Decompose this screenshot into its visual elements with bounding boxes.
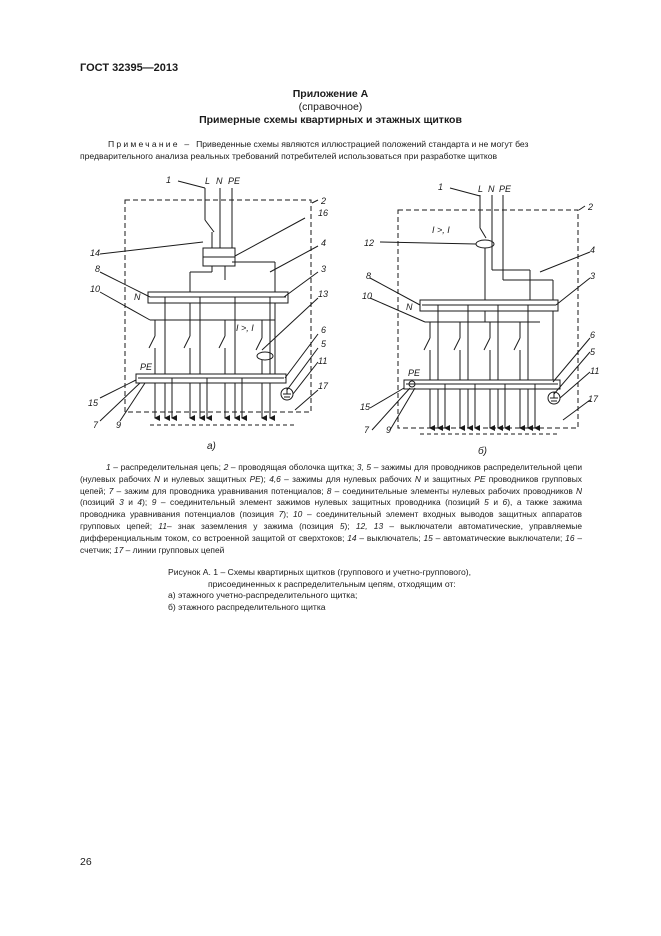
panel-a-callout: 13 bbox=[318, 289, 329, 299]
panel-b-callout: 17 bbox=[588, 394, 599, 404]
legend-body bbox=[80, 462, 582, 555]
legend-item-text: и bbox=[123, 497, 138, 508]
legend-item-ref: N bbox=[575, 485, 582, 496]
legend-item-ref: 9 bbox=[151, 497, 157, 508]
panel-b-supply-n: N bbox=[488, 184, 495, 194]
figure-legend bbox=[80, 462, 582, 556]
legend-item-ref: 17 bbox=[114, 544, 124, 555]
panel-a-label: а) bbox=[207, 441, 216, 452]
panel-b-callout: 11 bbox=[590, 366, 600, 376]
legend-item-text: и нулевых защитных bbox=[160, 473, 250, 484]
panel-b-label: б) bbox=[478, 446, 487, 457]
legend-item-ref: 3 bbox=[119, 497, 124, 508]
panel-a-callout: 7 bbox=[93, 420, 99, 430]
legend-item-ref: 6 bbox=[502, 497, 508, 508]
panel-a-text bbox=[88, 175, 329, 452]
appendix-heading: Примерные схемы квартирных и этажных щитков bbox=[199, 114, 462, 126]
legend-item-ref: 4,6 bbox=[269, 473, 281, 484]
panel-b-callout: 5 bbox=[590, 347, 596, 357]
legend-item-text: проводников групповых цепей; bbox=[80, 473, 582, 496]
legend-item-ref: 11 bbox=[158, 520, 167, 531]
panel-a-callout: 1 bbox=[166, 175, 172, 185]
legend-item-text: – счетчик; bbox=[80, 532, 582, 555]
panel-a-callout: 8 bbox=[95, 264, 101, 274]
legend-item-ref: 1 bbox=[106, 462, 111, 472]
panel-b-rcd-label: I >, I bbox=[432, 225, 450, 235]
panel-b-rcd bbox=[476, 240, 494, 248]
panel-b-callout: 4 bbox=[590, 245, 596, 255]
panel-b-callout: 7 bbox=[364, 425, 370, 435]
legend-item-text: – выключатели автоматические, управляемые дифференциальным током, со встроенной защитой от сверхтоков; bbox=[80, 520, 582, 543]
note-text: Приведенные схемы являются иллюстрацией положений стандарта и не могут без предварительного анализа реальных требований потребителей использоваться при разработке щитков bbox=[80, 139, 529, 161]
legend-item-text: – соединительный элемент входных выводов защитных аппаратов групповых цепей; bbox=[80, 509, 582, 531]
panel-a-callout: 10 bbox=[90, 284, 101, 294]
legend-item-ref: 5 bbox=[339, 520, 345, 531]
caption-line: б) этажного распределительного щитка bbox=[168, 601, 326, 612]
legend-item-ref: 7 bbox=[278, 509, 284, 520]
panel-b-bus-n: N bbox=[406, 302, 413, 312]
panel-a-supply-n: N bbox=[216, 176, 223, 186]
legend-item-text: (позиций bbox=[80, 497, 120, 508]
legend-item-text: – выключатель; bbox=[356, 532, 424, 543]
panel-b-callout: 12 bbox=[364, 238, 375, 248]
legend-item-ref: 14 bbox=[347, 532, 357, 543]
legend-item-ref: PE bbox=[249, 473, 261, 484]
panel-b-diagram bbox=[370, 188, 590, 434]
panel-b-bus-pe: PE bbox=[408, 368, 421, 378]
legend-item-ref: 7 bbox=[108, 485, 114, 496]
panel-a-callout: 15 bbox=[88, 398, 99, 408]
legend-item-text: – распределительная цепь; bbox=[110, 462, 224, 472]
figure-caption bbox=[168, 567, 568, 613]
panel-b-supply-pe: PE bbox=[499, 184, 512, 194]
legend-item-ref: 2 bbox=[223, 462, 229, 472]
panel-a-callout: 16 bbox=[318, 208, 329, 218]
note bbox=[80, 138, 580, 162]
legend-item-ref: 16 bbox=[565, 532, 575, 543]
panel-a-callout: 11 bbox=[318, 356, 328, 366]
legend-item-text: ); bbox=[142, 497, 152, 508]
panel-a-callout: 9 bbox=[116, 420, 122, 430]
panel-b-callout: 3 bbox=[590, 271, 596, 281]
page-number: 26 bbox=[80, 856, 92, 868]
panel-b-callout: 15 bbox=[360, 402, 371, 412]
panel-b-callout: 2 bbox=[588, 202, 594, 212]
note-label: Примечание – bbox=[108, 139, 192, 149]
legend-item-ref: 8 bbox=[326, 485, 332, 496]
legend-item-text: – зажимы для проводников распределительной цепи (нулевых рабочих bbox=[80, 462, 582, 484]
panel-a-supply-pe: PE bbox=[228, 176, 241, 186]
caption-line: а) этажного учетно-распределительного щитка; bbox=[168, 590, 358, 600]
legend-item-ref: 5 bbox=[484, 497, 489, 508]
panel-b-callout: 9 bbox=[386, 425, 392, 435]
legend-item-text: и bbox=[488, 497, 503, 508]
legend-item-text: ); bbox=[283, 509, 293, 520]
legend-item-text: – зажимы для нулевых рабочих bbox=[280, 473, 415, 484]
legend-item-ref: 3, 5 bbox=[356, 462, 372, 472]
legend-item-text: – проводящая оболочка щитка; bbox=[228, 462, 357, 472]
appendix-title: Приложение А bbox=[292, 88, 369, 100]
legend-item-text: – автоматические выключатели; bbox=[432, 532, 566, 543]
panel-b-callout: 8 bbox=[366, 271, 372, 281]
legend-item-ref: N bbox=[154, 473, 161, 484]
panel-a-callout: 3 bbox=[321, 264, 327, 274]
wiring-diagram-figure bbox=[0, 165, 661, 465]
appendix-subtitle: (справочное) bbox=[298, 101, 363, 113]
panel-a-callout: 2 bbox=[321, 196, 327, 206]
panel-b-supply-l: L bbox=[478, 184, 484, 194]
panel-b-callout: 6 bbox=[590, 330, 596, 340]
panel-a-bus-n: N bbox=[134, 292, 141, 302]
panel-a-diagram bbox=[100, 181, 318, 425]
panel-a-callout: 4 bbox=[321, 238, 327, 248]
legend-item-ref: 4 bbox=[137, 497, 143, 508]
legend-item-text: ); bbox=[260, 473, 270, 484]
legend-item-ref: 12, 13 bbox=[355, 520, 384, 531]
panel-a-callout: 14 bbox=[90, 248, 101, 258]
panel-a-callout: 17 bbox=[318, 381, 329, 391]
legend-item-ref: 10 bbox=[293, 509, 303, 520]
legend-item-text: – знак заземления у зажима (позиция bbox=[167, 520, 340, 531]
legend-item-text: – линии групповых цепей bbox=[123, 544, 225, 555]
panel-b-callout: 10 bbox=[362, 291, 373, 301]
panel-a-bus-pe: PE bbox=[140, 362, 153, 372]
panel-a-callout: 5 bbox=[321, 339, 327, 349]
legend-item-text: – соединительный элемент зажимов нулевых защитных проводника (позиций bbox=[156, 497, 485, 508]
legend-item-text: ), а также зажима проводника уравнивания потенциалов (позиция bbox=[80, 497, 582, 520]
document-id: ГОСТ 32395—2013 bbox=[80, 62, 179, 74]
panel-a-supply-l: L bbox=[205, 176, 211, 186]
legend-item-ref: N bbox=[414, 473, 421, 484]
legend-item-text: и защитных bbox=[420, 473, 475, 484]
legend-item-text: ); bbox=[344, 520, 356, 531]
legend-item-ref: PE bbox=[474, 473, 486, 484]
legend-item-ref: 15 bbox=[423, 532, 433, 543]
legend-item-text: – зажим для проводника уравнивания потенциалов; bbox=[113, 485, 327, 496]
caption-line: присоединенных к распределительным цепям, отходящим от: bbox=[208, 578, 456, 589]
caption-line: Рисунок А. 1 – Схемы квартирных щитков (группового и учетно-группового), bbox=[168, 567, 472, 577]
panel-b-callout: 1 bbox=[438, 182, 444, 192]
panel-a-rcd-label: I >, I bbox=[236, 323, 254, 333]
legend-item-text: – соединительные элементы нулевых рабочих проводников bbox=[331, 485, 576, 496]
panel-a-callout: 6 bbox=[321, 325, 327, 335]
